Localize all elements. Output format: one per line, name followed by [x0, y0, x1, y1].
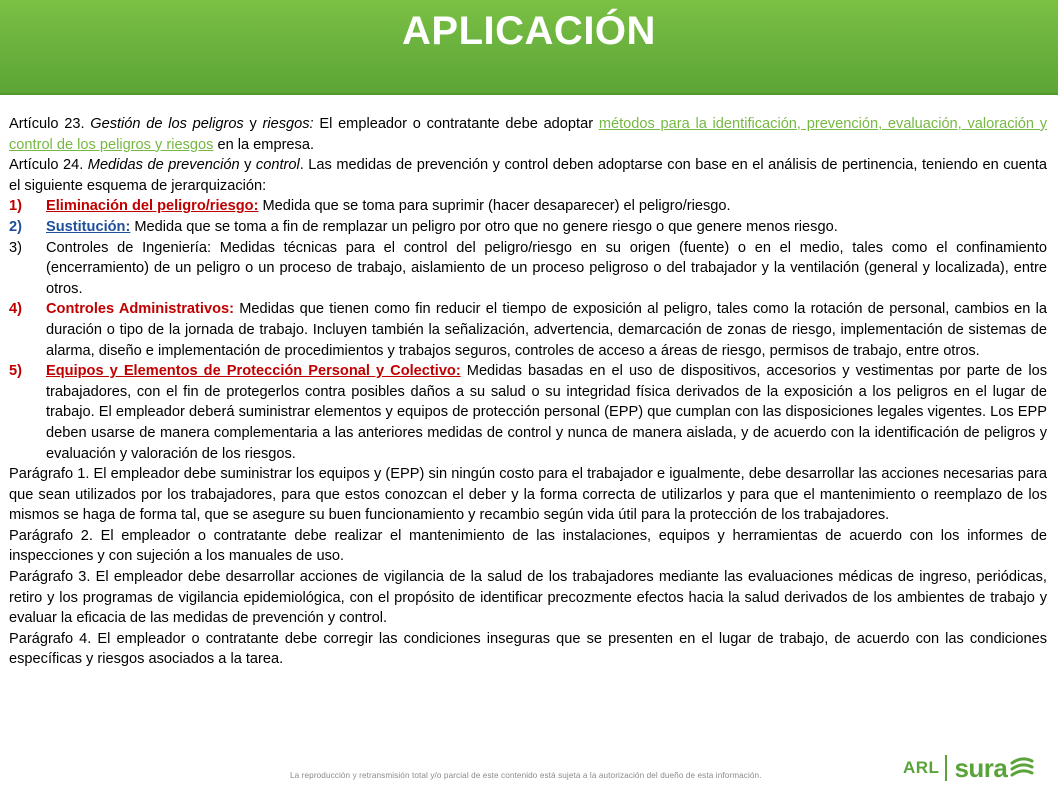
article-24-prefix: Artículo 24.: [9, 157, 88, 174]
term-elimination: Eliminación del peligro/riesgo:: [46, 198, 259, 215]
article-23-suffix: en la empresa.: [213, 136, 315, 153]
logo-divider: [945, 755, 947, 781]
item-text: Medidas basadas en el uso de dispositivos, accesorios y vestimentas por parte de los trabajadores, con el fin de protegerlos contra posibles daños a su salud o su integridad física derivados de la exposición a los peligros en el lugar de trabajo. El empleador deberá suministrar elementos y equipos de protección personal (EPP) que cumplan con las disposiciones legales vigentes. Los EPP deben usarse de manera complementaria a las anteriores medidas de control y nunca de manera aislada, y de acuerdo con la identificación de peligros y evaluación y valoración de los riesgos.: [46, 363, 1047, 462]
item-text: Medidas que tienen como fin reducir el tiempo de exposición al peligro, tales como la rotación de personal, cambios en la duración o tipo de la jornada de trabajo. Incluyen también la señalización, advertencia, demarcación de zonas de riesgo, implementación de sistemas de alarma, diseño e implementación de procedimientos y trabajos seguros, controles de acceso a áreas de riesgo, permisos de trabajo, entre otros.: [46, 301, 1047, 359]
list-item-administrative: [9, 299, 1047, 361]
list-item-engineering: [9, 238, 1047, 300]
list-number: 2): [9, 218, 22, 235]
paragraph-4: Parágrafo 4. El empleador o contratante debe corregir las condiciones inseguras que se presenten en el lugar de trabajo, de acuerdo con las condiciones específicas y riesgos asociados a la tarea.: [9, 630, 1047, 668]
article-23-mid: y: [243, 116, 263, 132]
methods-link[interactable]: métodos para la identificación, prevención, evaluación, valoración y control de los peligros y riesgos: [9, 116, 1048, 153]
list-number: 1): [9, 198, 22, 215]
term-ppe: Equipos y Elementos de Protección Personal y Colectivo:: [46, 363, 461, 380]
article-23-prefix: Artículo 23.: [9, 116, 91, 132]
title-banner: [0, 0, 1058, 95]
article-23-title-2: riesgos:: [262, 116, 314, 132]
article-23: [9, 114, 1047, 155]
sura-swoosh-icon: [1009, 755, 1035, 781]
article-23-title: Gestión de los peligros: [90, 116, 244, 132]
article-23-text: El empleador o contratante debe adoptar: [313, 116, 599, 132]
term-substitution: Sustitución:: [46, 218, 131, 235]
article-24: [9, 155, 1047, 196]
list-number: 4): [9, 301, 22, 318]
list-item-substitution: [9, 217, 1047, 238]
article-24-title: Medidas de prevención: [87, 157, 240, 174]
document-body: [9, 114, 1047, 670]
copyright-note: La reproducción y retransmisión total y/o parcial de este contenido está sujeta a la autorización del dueño de esta información.: [290, 771, 762, 780]
logo-arl-text: ARL: [903, 758, 940, 777]
article-24-text: . Las medidas de prevención y control deben adoptarse con base en el análisis de pertinencia, teniendo en cuenta el siguiente esquema de jerarquización:: [9, 157, 1048, 194]
article-24-title-2: control: [255, 157, 300, 174]
item-text: Medida que se toma para suprimir (hacer desaparecer) el peligro/riesgo.: [258, 198, 731, 215]
item-text: Medida que se toma a fin de remplazar un peligro por otro que no genere riesgo o que genere menos riesgo.: [130, 218, 838, 235]
list-item-elimination: [9, 196, 1047, 217]
arl-sura-logo: [903, 752, 1035, 784]
logo-sura-text: sura: [954, 752, 1008, 783]
list-number: 5): [9, 363, 22, 380]
list-number: 3): [9, 239, 22, 256]
list-item-ppe: [9, 361, 1047, 464]
paragraph-2: Parágrafo 2. El empleador o contratante debe realizar el mantenimiento de las instalaciones, equipos y herramientas de acuerdo con los informes de inspecciones y con sujeción a los manuales de uso.: [9, 527, 1047, 565]
paragraph-3: Parágrafo 3. El empleador debe desarrollar acciones de vigilancia de la salud de los trabajadores mediante las evaluaciones médicas de ingreso, periódicas, retiro y los programas de vigilancia epidemiológica, con el propósito de identificar precozmente efectos hacia la salud derivados de los ambientes de trabajo y evaluar la eficacia de las medidas de prevención y control.: [9, 569, 1047, 627]
term-administrative: Controles Administrativos:: [46, 301, 234, 318]
article-24-mid: y: [239, 157, 256, 174]
paragraph-1: Parágrafo 1. El empleador debe suministrar los equipos y (EPP) sin ningún costo para el trabajador e igualmente, debe desarrollar las acciones necesarias para que sean utilizados por los trabajadores, para que estos conozcan el deber y la forma correcta de utilizarlos y para que el mantenimiento o reemplazo de los mismos se haga de forma tal, que se asegure su buen funcionamiento y recambio según vida útil para la protección de los trabajadores.: [9, 466, 1047, 524]
item-text: Controles de Ingeniería: Medidas técnicas para el control del peligro/riesgo en su origen (fuente) o en el medio, tales como el confinamiento (encerramiento) de un peligro o un proceso de trabajo, aislamiento de un proceso peligroso o del trabajador y la ventilación (general y localizada), entre otros.: [46, 239, 1047, 297]
page-title: APLICACIÓN: [402, 9, 656, 53]
